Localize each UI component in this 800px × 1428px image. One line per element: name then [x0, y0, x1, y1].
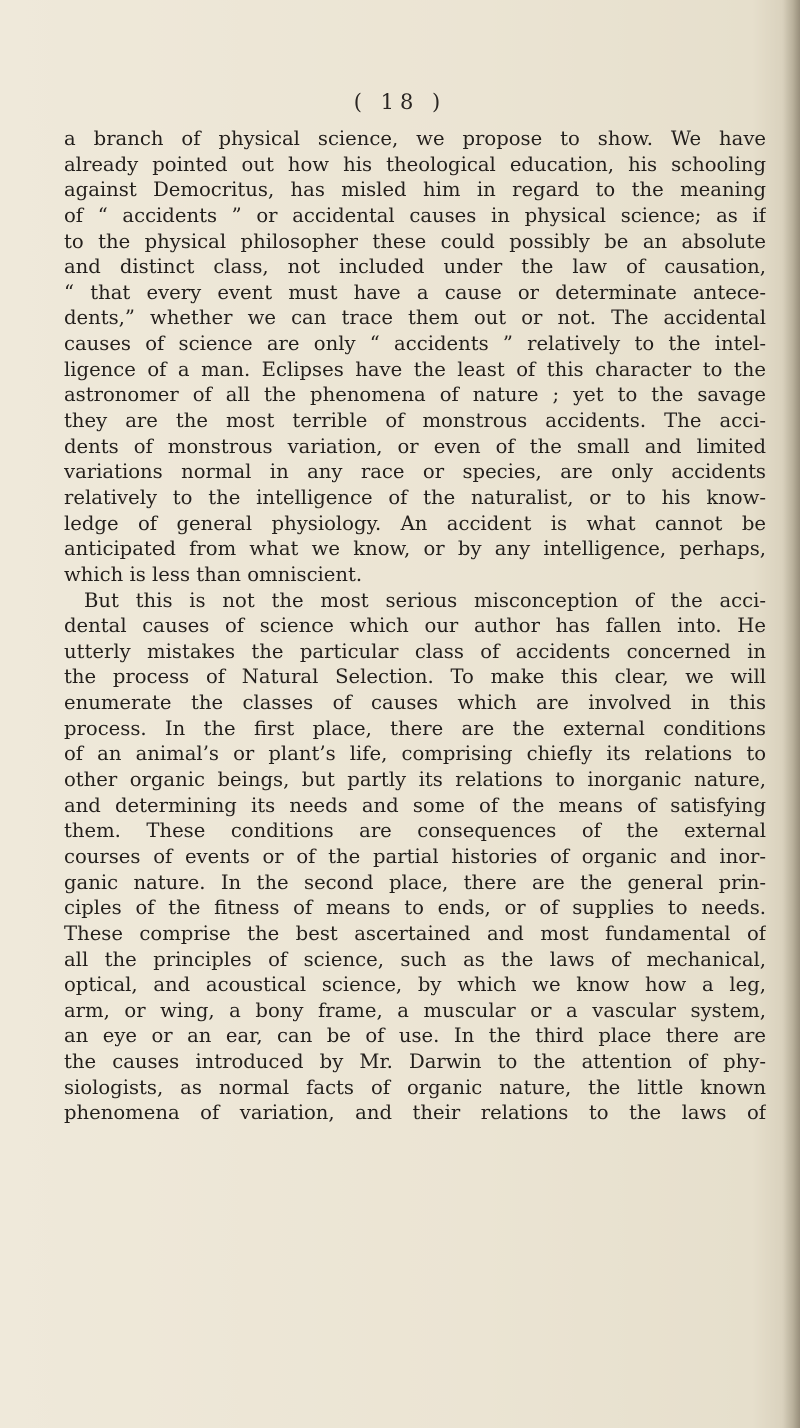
body-text: [64, 126, 766, 1126]
text-line: arm, or wing, a bony frame, a muscular or a vascular system,: [64, 998, 766, 1022]
text-line: causes of science are only “ accidents ” relatively to the intel-: [64, 332, 766, 356]
text-line: dents of monstrous variation, or even of the small and limited: [64, 434, 766, 458]
text-line: and distinct class, not included under the law of causation,: [64, 255, 766, 279]
text-line: process. In the first place, there are the external conditions: [64, 716, 766, 740]
text-line: But this is not the most serious misconception of the acci-: [84, 588, 766, 612]
text-line: astronomer of all the phenomena of nature ; yet to the savage: [64, 383, 766, 407]
text-line: a branch of physical science, we propose to show. We have: [64, 127, 766, 150]
text-line: These comprise the best ascertained and most fundamental of: [64, 921, 766, 945]
text-line: of “ accidents ” or accidental causes in physical science; as if: [64, 203, 766, 227]
text-line: relatively to the intelligence of the naturalist, or to his know-: [64, 485, 766, 509]
text-line: anticipated from what we know, or by any intelligence, perhaps,: [64, 537, 766, 561]
text-line: an eye or an ear, can be of use. In the third place there are: [64, 1024, 766, 1048]
page-gutter-shadow: [782, 0, 800, 1428]
text-line: enumerate the classes of causes which are involved in this: [64, 691, 766, 715]
text-line: courses of events or of the partial histories of organic and inor-: [64, 844, 766, 868]
text-line: utterly mistakes the particular class of accidents concerned in: [64, 639, 766, 663]
text-line: siologists, as normal facts of organic nature, the little known: [64, 1075, 766, 1099]
text-line: and determining its needs and some of the means of satisfying: [64, 793, 766, 817]
text-line: them. These conditions are consequences of the external: [64, 819, 766, 843]
text-line: ganic nature. In the second place, there are the general prin-: [64, 870, 766, 894]
text-line: ligence of a man. Eclipses have the least of this character to the: [64, 357, 766, 381]
page-number: ( 18 ): [353, 90, 447, 114]
text-line: other organic beings, but partly its relations to inorganic nature,: [64, 768, 766, 792]
text-line: to the physical philosopher these could possibly be an absolute: [64, 229, 766, 253]
text-line: dental causes of science which our author has fallen into. He: [64, 614, 766, 638]
text-line: “ that every event must have a cause or determinate antece-: [64, 280, 766, 304]
text-line: variations normal in any race or species, are only accidents: [64, 460, 766, 484]
text-line: they are the most terrible of monstrous accidents. The acci-: [64, 409, 766, 433]
text-line: ciples of the fitness of means to ends, or of supplies to needs.: [64, 896, 766, 920]
text-line: all the principles of science, such as the laws of mechanical,: [64, 947, 766, 971]
text-line: the causes introduced by Mr. Darwin to the attention of phy-: [64, 1050, 766, 1074]
text-line: optical, and acoustical science, by which we know how a leg,: [64, 973, 766, 997]
text-line: phenomena of variation, and their relations to the laws of: [64, 1101, 766, 1125]
text-line: which is less than omniscient.: [64, 562, 363, 586]
text-line: the process of Natural Selection. To make this clear, we will: [64, 665, 766, 689]
text-line: of an animal’s or plant’s life, comprising chiefly its relations to: [64, 742, 766, 766]
text-line: already pointed out how his theological education, his schooling: [64, 152, 766, 176]
text-line: dents,” whether we can trace them out or not. The accidental: [64, 306, 766, 330]
text-line: ledge of general physiology. An accident is what cannot be: [64, 511, 766, 535]
text-line: against Democritus, has misled him in regard to the meaning: [64, 178, 766, 202]
